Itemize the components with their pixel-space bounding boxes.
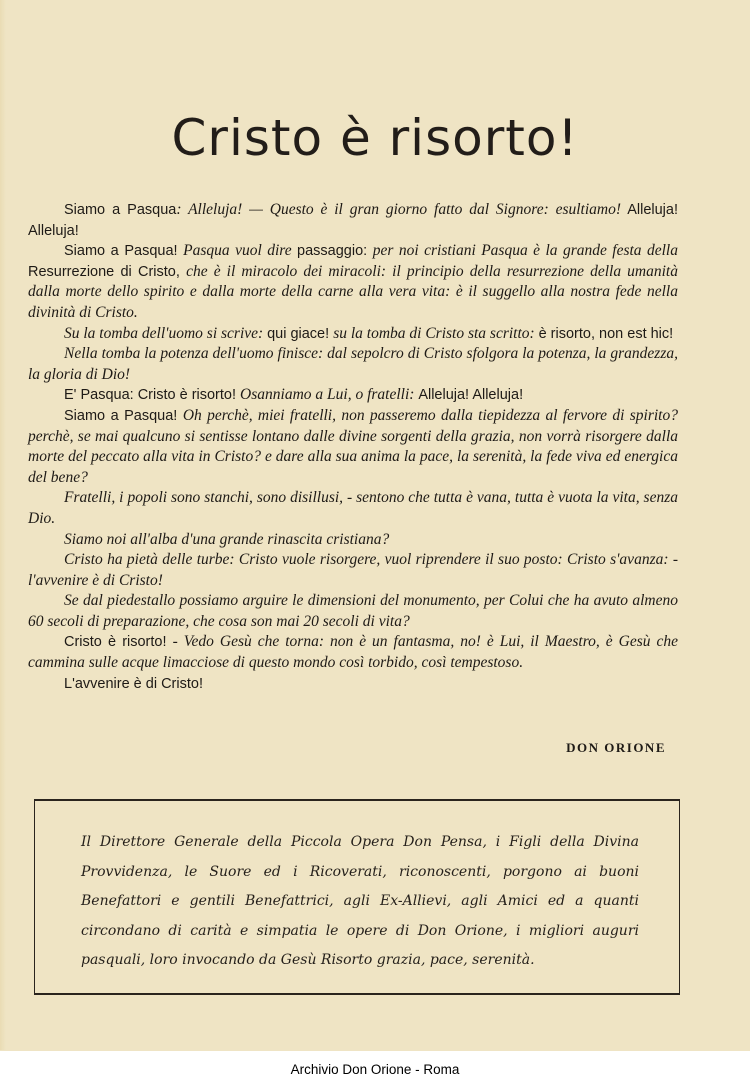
roman-text-run: Siamo a Pasqua [64,202,177,218]
greeting-text: Il Direttore Generale della Piccola Opera Don Pensa, i Figli della Divina Provvidenza, le Suore ed i Ricoverati, riconoscenti, porgono ai buoni Benefattori e gentili Benefattrici, agli Ex-Allievi, agli Amici ed a quanti circondano di carità e simpatia le opere di Don Orione, i migliori auguri pasquali, loro invocando da Gesù Risorto grazia, pace, serenità. [81,834,639,968]
article-title: Cristo è risorto! [171,109,579,167]
article-paragraph [28,241,678,323]
roman-text-run: L'avvenire è di Cristo! [64,675,203,692]
roman-text-run: Resurrezione di Cristo, [28,263,187,280]
article-paragraph [28,530,678,551]
article-paragraph [28,674,678,695]
archive-credit: Archivio Don Orione - Roma [290,1062,460,1077]
easter-greeting-box [34,799,680,995]
italic-text-run: Nella tomba la potenza dell'uomo finisce: dal sepolcro di Cristo sfolgora la potenza, la grandezza, la gloria di Dio! [28,345,678,383]
roman-text-run: qui giace! [267,325,334,342]
article-paragraph [28,200,678,241]
roman-text-run: Alleluja! Alleluja! [28,202,678,239]
italic-text-run: - Vedo Gesù che torna: non è un fantasma, no! è Lui, il Maestro, è Gesù che cammina sulle acque limacciose di questo mondo così torbido, così tempestoso. [28,633,678,672]
italic-text-run: Su la tomba dell'uomo si scrive: [64,324,268,342]
article-paragraph [28,385,678,406]
italic-text-run: Fratelli, i popoli sono stanchi, sono disillusi, - sentono che tutta è vana, tutta è vuota la vita, senza Dio. [28,489,678,527]
roman-text-run: è risorto, non est hic! [538,325,674,342]
author-signature: DON ORIONE [566,740,666,755]
article-paragraph [28,406,678,488]
article-paragraph [28,344,678,385]
article-paragraph [28,632,678,673]
italic-text-run: per noi cristiani Pasqua è la grande festa della [372,242,678,260]
italic-text-run: Cristo ha pietà delle turbe: Cristo vuole risorgere, vuol riprendere il suo posto: Cristo s'avanza: - l'avvenire è di Cristo! [28,551,678,589]
article-paragraph [28,550,678,591]
roman-text-run: Alleluja! Alleluja! [418,387,524,404]
article-paragraph [28,324,678,345]
italic-text-run: su la tomba di Cristo sta scritto: [333,324,539,342]
article-paragraph [28,591,678,632]
italic-text-run: : Alleluja! — Questo è il gran giorno fatto dal Signore: esultiamo! [176,201,622,218]
italic-text-run: Oh perchè, miei fratelli, non passeremo dalla tiepidezza al fervore di spirito? perchè, se mai qualcuno si sentisse lontano dalle divine sorgenti della grazia, non vorrà risorgere dalla morte del peccato alla vita in Cristo? e dare alla sua anima la pace, la serenità, la fede viva ed energica del bene? [28,406,678,486]
roman-text-run: Siamo a Pasqua! [64,243,184,260]
roman-text-run: Cristo è risorto! [64,634,173,651]
italic-text-run: Siamo noi all'alba d'una grande rinascita cristiana? [64,530,390,548]
article-body [28,200,678,694]
roman-text-run: passaggio: [297,243,373,260]
roman-text-run: E' Pasqua: Cristo è risorto! [64,387,241,404]
italic-text-run: Pasqua vuol dire [183,242,298,260]
roman-text-run: Siamo a Pasqua! [64,407,183,424]
article-paragraph [28,488,678,529]
italic-text-run: Se dal piedestallo possiamo arguire le dimensioni del monumento, per Colui che ha avuto almeno 60 secoli di preparazione, che cosa son mai 20 secoli di vita? [28,592,678,630]
italic-text-run: che è il miracolo dei miracoli: il principio della resurrezione della umanità dalla morte dello spirito e dalla morte della carne alla vera vita: è il suggello alla nostra fede nella divinità di Cristo. [28,262,678,321]
italic-text-run: Osanniamo a Lui, o fratelli: [240,386,419,404]
